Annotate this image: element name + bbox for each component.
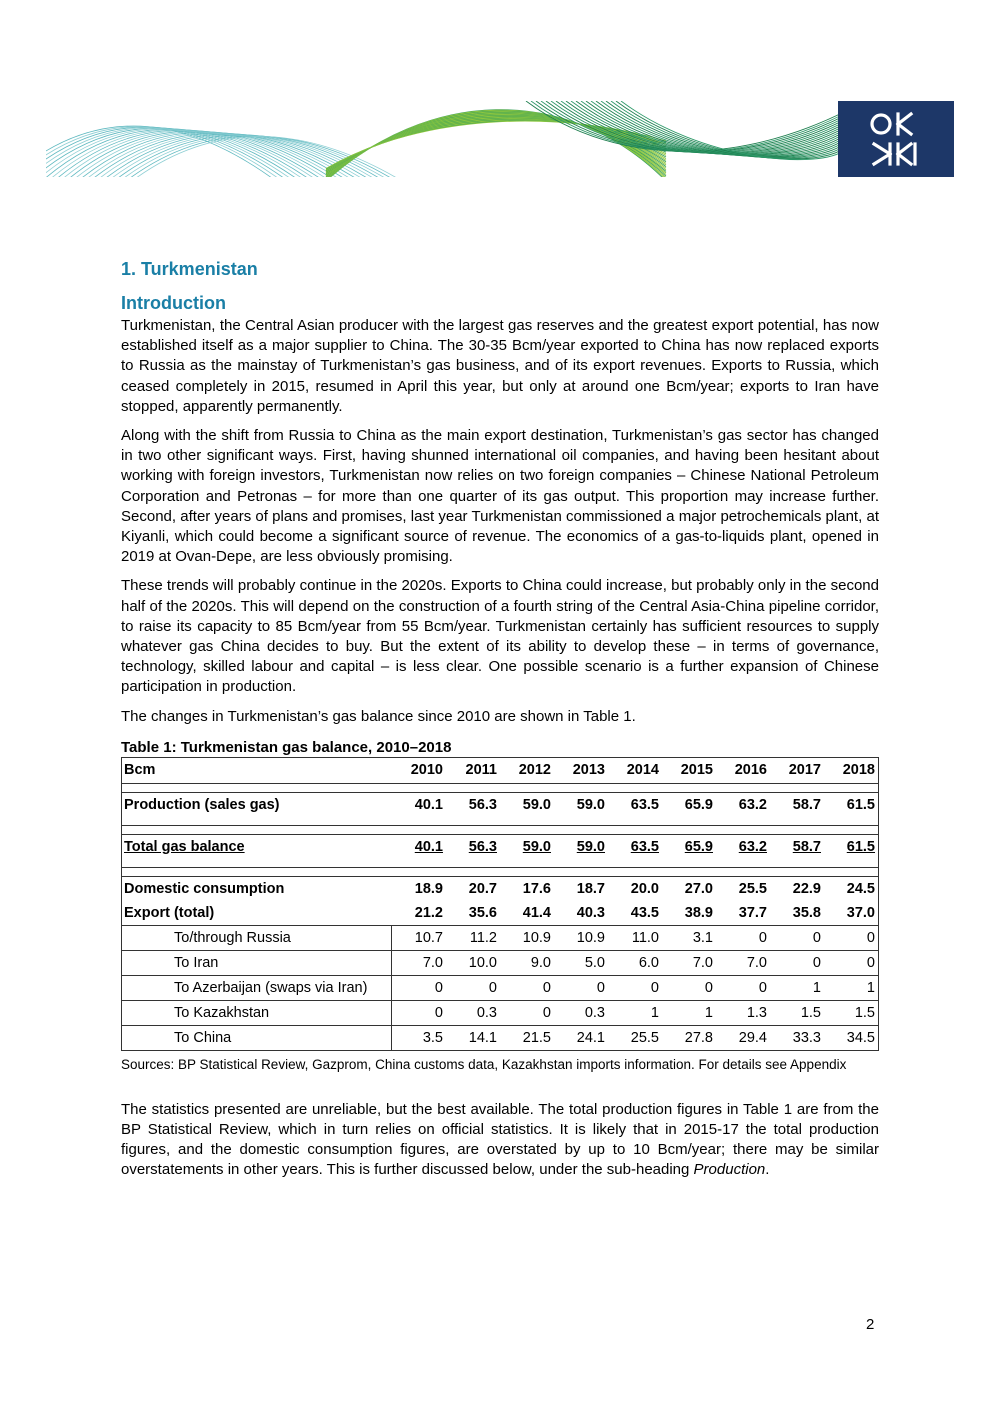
- paragraph-4: The changes in Turkmenistan’s gas balance since 2010 are shown in Table 1.: [121, 707, 636, 725]
- table-cell: 1: [662, 1000, 716, 1025]
- table-cell: 56.3: [468, 838, 497, 855]
- table-cell: 43.5: [608, 901, 662, 926]
- table-cell: 63.2: [738, 838, 767, 855]
- row-label: Production (sales gas): [122, 792, 392, 817]
- table-cell: 40.1: [414, 838, 443, 855]
- table-cell: 40.1: [392, 792, 447, 817]
- row-label: To Kazakhstan: [122, 1000, 392, 1025]
- table-cell: 5.0: [554, 950, 608, 975]
- table-row-production: [122, 792, 879, 817]
- year-header: 2011: [446, 757, 500, 783]
- section-subheading: Introduction: [121, 293, 226, 313]
- paragraph-5-end: .: [765, 1161, 770, 1179]
- table-cell: 1: [608, 1000, 662, 1025]
- table-cell: 0: [716, 975, 770, 1000]
- table-cell: 24.5: [824, 876, 879, 901]
- table-cell: 40.3: [554, 901, 608, 926]
- row-label: Domestic consumption: [122, 876, 392, 901]
- table-cell: 27.0: [662, 876, 716, 901]
- table-cell: 63.2: [716, 792, 770, 817]
- row-label: Export (total): [122, 901, 392, 926]
- table-cell: 7.0: [392, 950, 447, 975]
- row-label: To China: [174, 1029, 232, 1046]
- table-cell: 0: [824, 925, 879, 950]
- table-cell: 0: [392, 1000, 447, 1025]
- table-cell: 59.0: [554, 792, 608, 817]
- paragraph-5-text: The statistics presented are unreliable, but the best available. The total production figures in Table 1 are from the BP Statistical Review, which in turn relies on official statistics. It is likely that in 2015-17 the total production figures, and the domestic consumption figures, are overstated by up to 10 Bcm/year; there may be similar overstatements in other years. This is further discussed below, under the sub-heading: [121, 1100, 879, 1179]
- table-cell: 0: [500, 1000, 554, 1025]
- table-cell: 27.8: [684, 1029, 713, 1046]
- table-cell: 61.5: [824, 792, 879, 817]
- table-cell: 1.3: [716, 1000, 770, 1025]
- table-row-kazakhstan: [122, 1000, 879, 1025]
- table-cell: 0: [770, 950, 824, 975]
- year-header: 2017: [770, 757, 824, 783]
- table-cell: 1.5: [770, 1000, 824, 1025]
- table-cell: 21.2: [392, 901, 447, 926]
- year-header: 2018: [824, 757, 879, 783]
- year-header: 2010: [392, 757, 447, 783]
- table-cell: 1.5: [824, 1000, 879, 1025]
- table-cell: 3.5: [392, 1025, 447, 1050]
- row-label: To Azerbaijan (swaps via Iran): [122, 975, 392, 1000]
- table-cell: 22.9: [770, 876, 824, 901]
- table-cell: 37.0: [824, 901, 879, 926]
- table-cell: 0: [662, 975, 716, 1000]
- table-cell: 17.6: [500, 876, 554, 901]
- table-row-iran: [122, 950, 879, 975]
- paragraph-3: These trends will probably continue in the 2020s. Exports to China could increase, but probably only in the second half of the 2020s. This will depend on the construction of a fourth string of the Central Asia-China pipeline corridor, to raise its capacity to 85 Bcm/year from 55 Bcm/year. Turkmenistan certainly has sufficient resources to supply whatever gas China decides to buy. But the extent of its ability to develop these – in terms of governance, technology, skilled labour and capital – is less clear. One possible scenario is a further expansion of Chinese participation in production.: [121, 577, 879, 696]
- oies-logo: [838, 101, 954, 177]
- table-cell: 63.5: [608, 792, 662, 817]
- table-cell: 25.5: [630, 1029, 659, 1046]
- table-cell: 61.5: [846, 838, 875, 855]
- table-cell: 63.5: [630, 838, 659, 855]
- row-label: To Iran: [122, 950, 392, 975]
- table-cell: 59.0: [522, 838, 551, 855]
- table-cell: 0: [392, 975, 447, 1000]
- table-cell: 0: [500, 975, 554, 1000]
- table-cell: 29.4: [738, 1029, 767, 1046]
- table-cell: 58.7: [792, 838, 821, 855]
- table-cell: 41.4: [500, 901, 554, 926]
- table-row-china: [122, 1025, 879, 1050]
- table-cell: 21.5: [522, 1029, 551, 1046]
- table-cell: 65.9: [684, 838, 713, 855]
- page-content: [121, 256, 879, 1190]
- table-cell: 6.0: [608, 950, 662, 975]
- table-header-row: [122, 757, 879, 783]
- table-cell: 59.0: [500, 792, 554, 817]
- table-cell: 37.7: [716, 901, 770, 926]
- table-row-azerbaijan: [122, 975, 879, 1000]
- table-cell: 0: [716, 925, 770, 950]
- table-cell: 11.2: [446, 925, 500, 950]
- table-row-total: [122, 834, 879, 859]
- table-cell: 7.0: [662, 950, 716, 975]
- table-cell: 0: [608, 975, 662, 1000]
- table-cell: 10.0: [446, 950, 500, 975]
- table-cell: 10.7: [392, 925, 447, 950]
- table-cell: 20.7: [446, 876, 500, 901]
- table-cell: 0: [446, 975, 500, 1000]
- table-cell: 1: [824, 975, 879, 1000]
- table-cell: 38.9: [662, 901, 716, 926]
- table-row-export: [122, 901, 879, 926]
- table-cell: 0.3: [554, 1000, 608, 1025]
- table-cell: 59.0: [576, 838, 605, 855]
- table-cell: 9.0: [500, 950, 554, 975]
- table-cell: 11.0: [608, 925, 662, 950]
- paragraph-5: [121, 1100, 879, 1181]
- table-cell: 0: [824, 950, 879, 975]
- paragraph-2: Along with the shift from Russia to China as the main export destination, Turkmenistan’s gas sector has changed in two other significant ways. First, having shunned international oil companies, and having been hesitant about working with foreign investors, Turkmenistan now relies on two foreign companies – Chinese National Petroleum Corporation and Petronas – for more than one quarter of its gas output. This proportion may increase further. Second, after years of plans and promises, last year Turkmenistan commissioned a major petrochemicals plant, at Kiyanli, which could become a significant source of revenue. The economics of a gas-to-liquids plant, opened in 2019 at Ovan-Depe, are less obviously promising.: [121, 427, 879, 566]
- table-cell: 3.1: [662, 925, 716, 950]
- table-cell: 0: [770, 925, 824, 950]
- row-label: Total gas balance: [124, 838, 245, 855]
- table-cell: 35.8: [770, 901, 824, 926]
- page-number: 2: [866, 1316, 875, 1333]
- table-cell: 18.9: [392, 876, 447, 901]
- header-banner: [46, 101, 954, 177]
- table-sources: Sources: BP Statistical Review, Gazprom, China customs data, Kazakhstan imports information. For details see Appendix: [121, 1056, 847, 1072]
- table-cell: 65.9: [662, 792, 716, 817]
- table-cell: 0: [554, 975, 608, 1000]
- table-cell: 14.1: [468, 1029, 497, 1046]
- year-header: 2014: [608, 757, 662, 783]
- table-row-russia: [122, 925, 879, 950]
- table-cell: 10.9: [554, 925, 608, 950]
- row-label: To/through Russia: [122, 925, 392, 950]
- table-row-domestic: [122, 876, 879, 901]
- year-header: 2013: [554, 757, 608, 783]
- year-header: 2012: [500, 757, 554, 783]
- table-cell: 25.5: [716, 876, 770, 901]
- table-cell: 56.3: [446, 792, 500, 817]
- table-cell: 34.5: [846, 1029, 875, 1046]
- paragraph-1: Turkmenistan, the Central Asian producer with the largest gas reserves and the greatest export potential, has now established itself as a major supplier to China. The 30-35 Bcm/year exported to China has now replaced exports to Russia as the mainstay of Turkmenistan’s gas business, and of its export revenues. Exports to Russia, which ceased completely in 2015, resumed in April this year, but only at around one Bcm/year; exports to Iran have stopped, apparently permanently.: [121, 317, 879, 415]
- green-wave-banner-icon: [46, 101, 954, 177]
- table-cell: 1: [770, 975, 824, 1000]
- table-cell: 33.3: [792, 1029, 821, 1046]
- year-header: 2015: [662, 757, 716, 783]
- section-title: 1. Turkmenistan: [121, 259, 258, 279]
- paragraph-5-emphasis: Production: [693, 1161, 766, 1179]
- oies-logo-icon: [838, 101, 954, 177]
- table-cell: 10.9: [500, 925, 554, 950]
- table-cell: 24.1: [576, 1029, 605, 1046]
- table-cell: 35.6: [446, 901, 500, 926]
- unit-label: Bcm: [122, 757, 392, 783]
- gas-balance-table: [121, 757, 879, 1051]
- table-cell: 58.7: [770, 792, 824, 817]
- year-header: 2016: [716, 757, 770, 783]
- table-cell: 0.3: [446, 1000, 500, 1025]
- table-title: Table 1: Turkmenistan gas balance, 2010–2018: [121, 738, 452, 756]
- table-cell: 20.0: [608, 876, 662, 901]
- table-cell: 7.0: [716, 950, 770, 975]
- table-cell: 18.7: [554, 876, 608, 901]
